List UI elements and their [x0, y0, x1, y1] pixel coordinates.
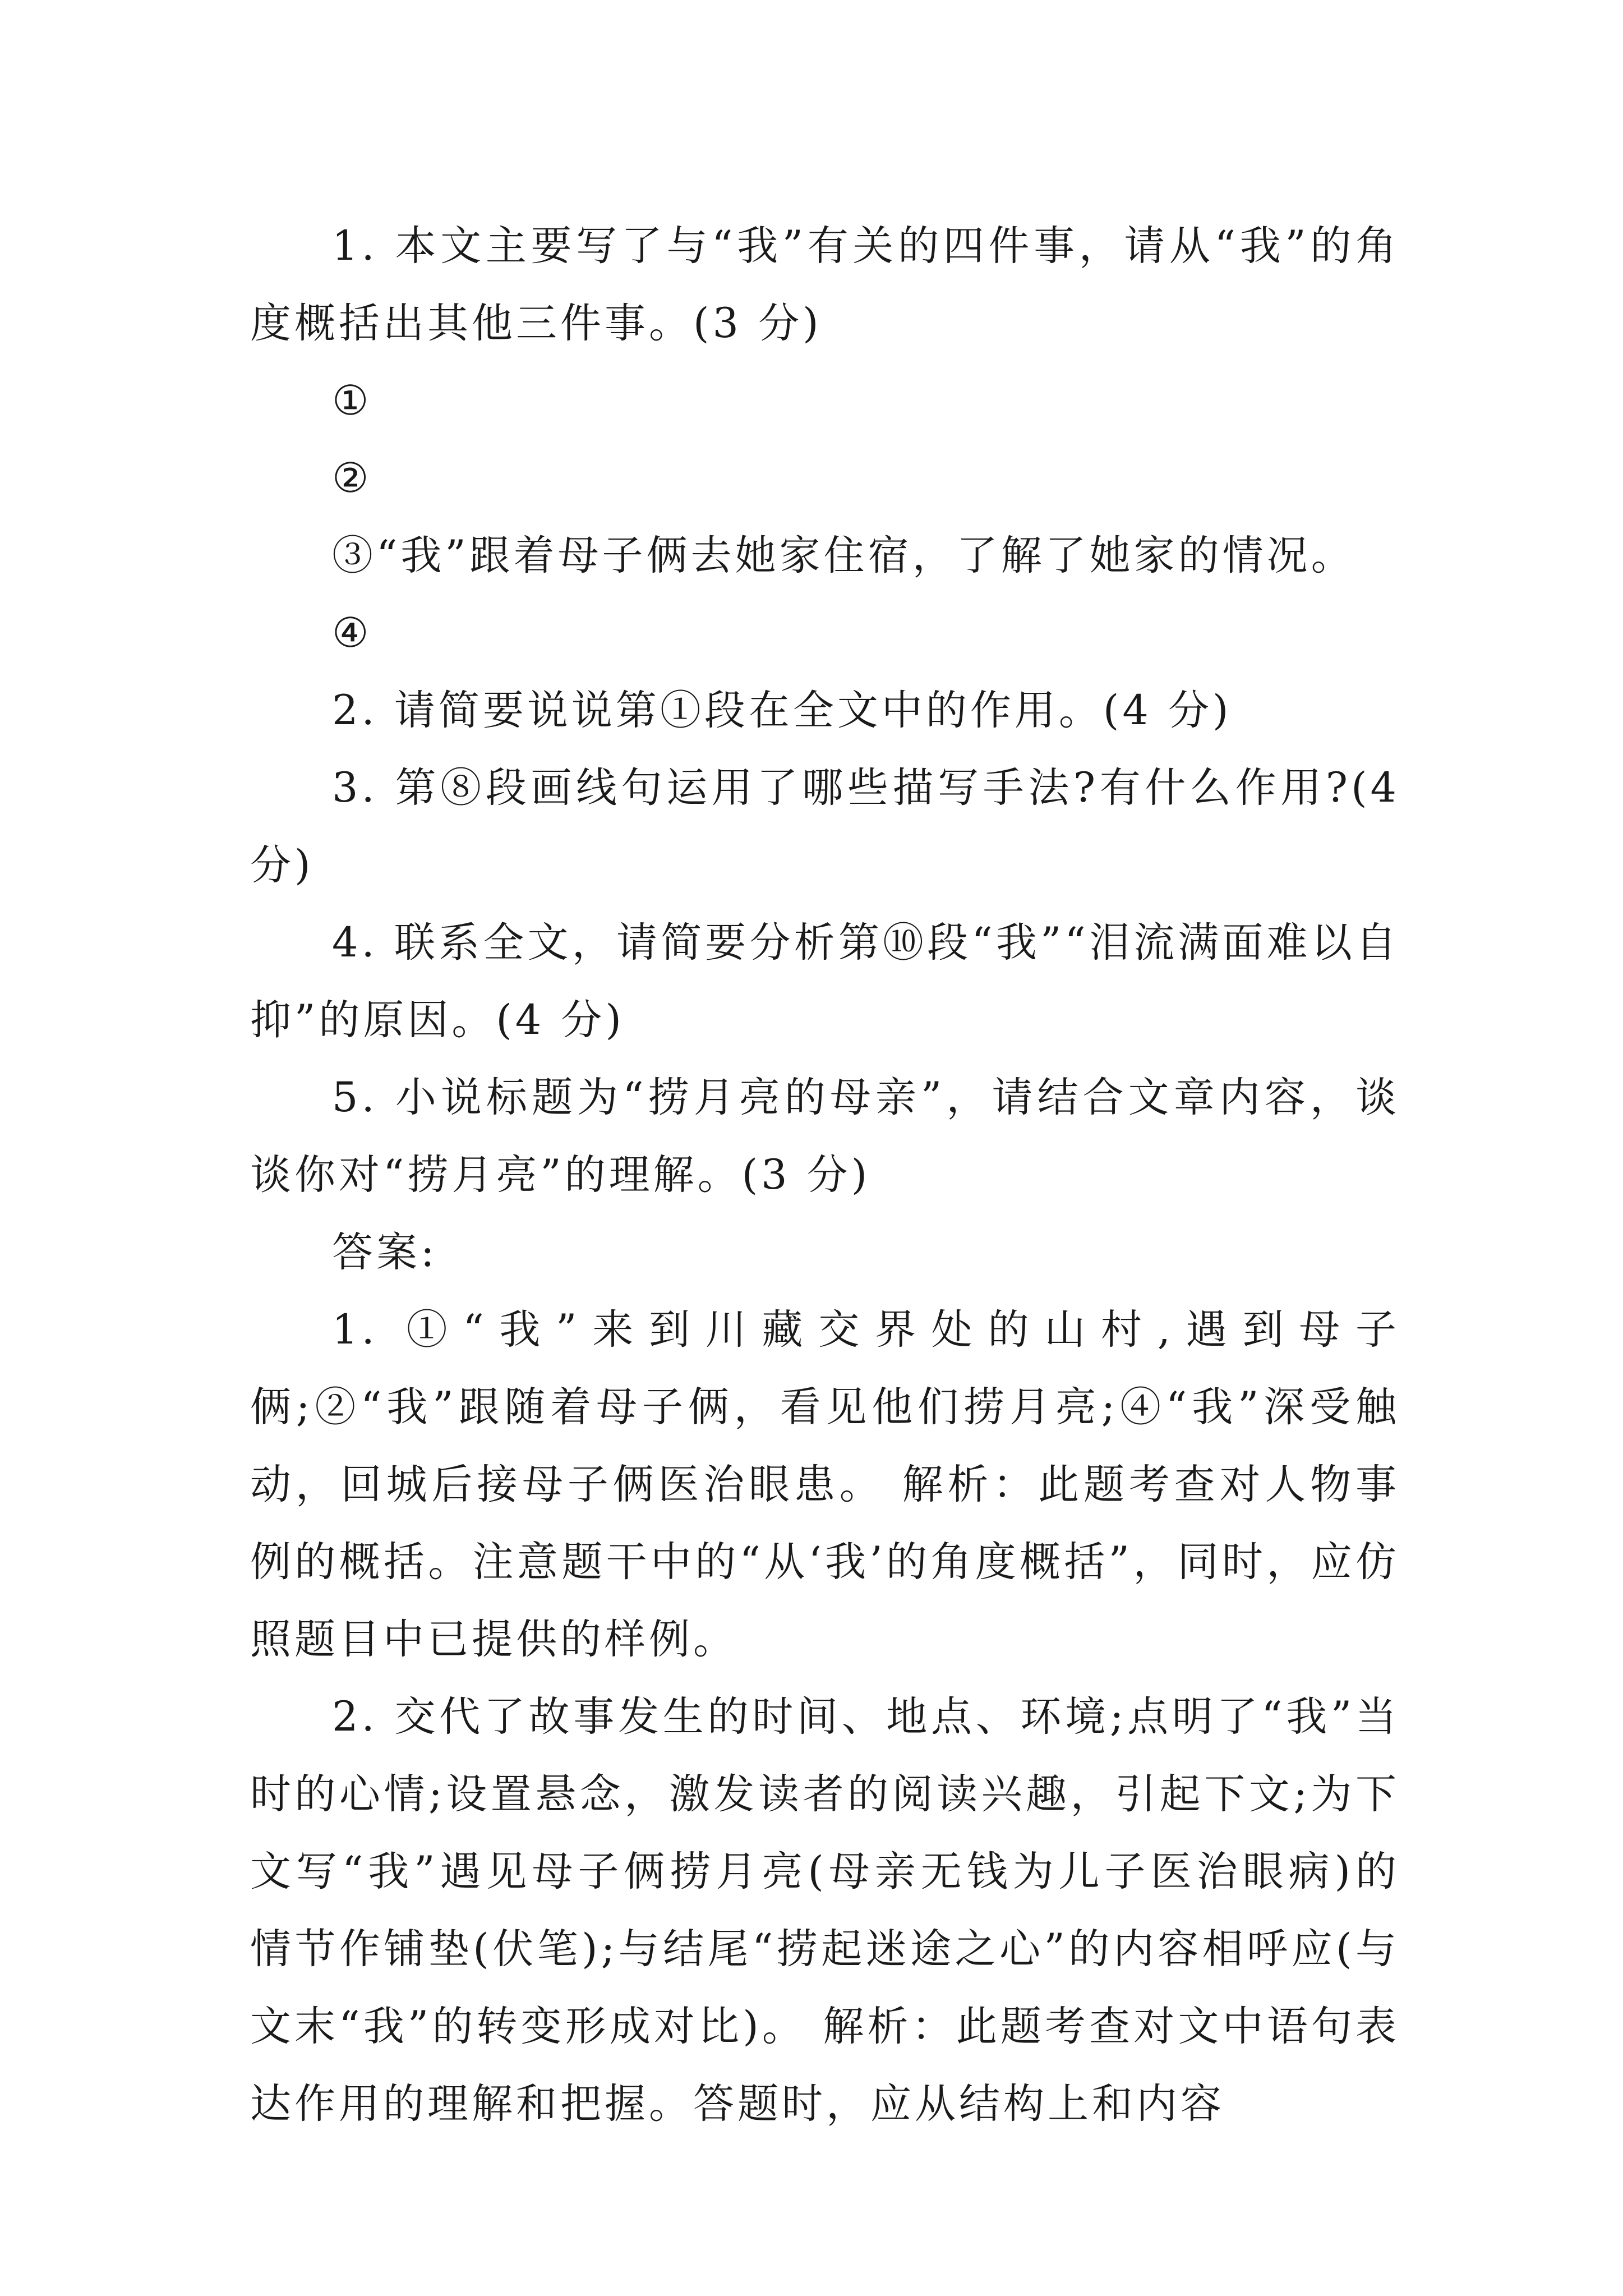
- answer-1: 1. ①“我”来到川藏交界处的山村,遇到母子俩;②“我”跟随着母子俩，看见他们捞月亮;④“我”深受触动，回城后接母子俩医治眼患。 解析：此题考查对人物事例的概括。注意题干中的“从‘我’的角度概括”，同时，应仿照题目中已提供的样例。: [250, 1306, 1400, 1663]
- answer-slot-2: ②: [332, 454, 372, 502]
- answer-2: 2. 交代了故事发生的时间、地点、环境;点明了“我”当时的心情;设置悬念，激发读者的阅读兴趣，引起下文;为下文写“我”遇见母子俩捞月亮(母亲无钱为儿子医治眼病)的情节作铺垫(伏笔);与结尾“捞起迷途之心”的内容相呼应(与文末“我”的转变形成对比)。 解析：此题考查对文中语句表达作用的理解和把握。答题时，应从结构上和内容: [250, 1693, 1400, 2128]
- answer-slot-1: ①: [332, 377, 372, 425]
- answer-slot-3: ③“我”跟着母子俩去她家住宿，了解了她家的情况。: [332, 532, 1355, 579]
- question-1: 1. 本文主要写了与“我”有关的四件事，请从“我”的角度概括出其他三件事。(3 分): [250, 222, 1400, 347]
- question-3: 3. 第⑧段画线句运用了哪些描写手法?有什么作用?(4分): [250, 764, 1400, 889]
- question-5: 5. 小说标题为“捞月亮的母亲”，请结合文章内容，谈谈你对“捞月亮”的理解。(3 分): [250, 1074, 1400, 1199]
- answers-heading: 答案:: [332, 1228, 438, 1276]
- answer-slot-4: ④: [332, 609, 372, 657]
- question-2: 2. 请简要说说第①段在全文中的作用。(4 分): [332, 687, 1232, 734]
- document-page: [250, 208, 1400, 2143]
- question-4: 4. 联系全文，请简要分析第⑩段“我”“泪流满面难以自抑”的原因。(4 分): [250, 919, 1400, 1044]
